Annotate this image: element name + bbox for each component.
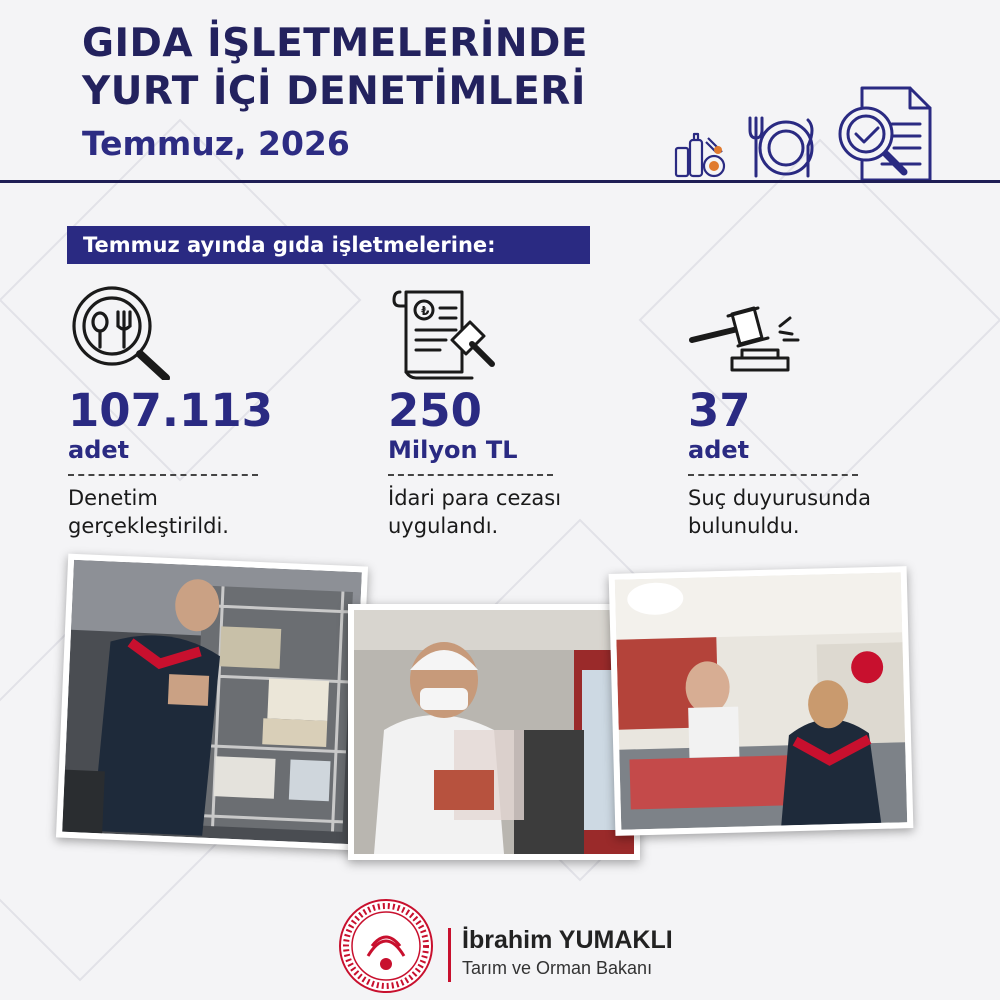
photo-sample-collection: [348, 604, 640, 860]
minister-name: [462, 926, 673, 955]
stat-unit: adet: [688, 436, 750, 464]
stat-inspections: [68, 386, 273, 540]
minister-first-name: İbrahim: [462, 926, 553, 954]
stat-number: 37: [688, 384, 751, 437]
footer-divider: [448, 928, 451, 982]
stat-unit: Milyon TL: [388, 436, 518, 464]
page-title: [82, 20, 588, 116]
stat-divider: [68, 474, 258, 476]
document-check-icon: [822, 84, 938, 184]
plate-cutlery-icon: [742, 110, 818, 182]
stat-fines: [388, 386, 561, 540]
stat-divider: [688, 474, 858, 476]
date-label: Temmuz, 2026: [82, 124, 350, 163]
stat-description: [688, 484, 871, 540]
stat-description-line: Suç duyurusunda: [688, 486, 871, 510]
stat-description-line: Denetim: [68, 486, 158, 510]
photo-butcher-inspection: [609, 566, 914, 836]
intro-banner: Temmuz ayında gıda işletmelerine:: [67, 226, 590, 264]
stat-description-line: bulunuldu.: [688, 514, 800, 538]
stat-description-line: gerçekleştirildi.: [68, 514, 229, 538]
svg-text:₺: ₺: [421, 304, 430, 318]
stat-number: 250: [388, 384, 482, 437]
title-line-1: GIDA İŞLETMELERİNDE: [82, 21, 588, 66]
header-divider: [0, 180, 1000, 183]
stat-criminal-complaints: [688, 386, 871, 540]
gavel-icon: [688, 300, 808, 374]
fine-document-gavel-icon: [384, 282, 504, 382]
title-line-2: YURT İÇİ DENETİMLERİ: [82, 69, 586, 114]
ministry-seal-logo: [338, 898, 434, 994]
minister-last-name: YUMAKLI: [558, 926, 673, 954]
stat-divider: [388, 474, 553, 476]
minister-title: Tarım ve Orman Bakanı: [462, 958, 653, 978]
stat-unit: adet: [68, 436, 130, 464]
stat-description-line: uygulandı.: [388, 514, 499, 538]
stat-description: [388, 484, 561, 540]
stat-description-line: İdari para cezası: [388, 486, 562, 510]
stat-description: [68, 484, 273, 540]
photo-inspector-shelves: [56, 554, 368, 851]
stat-number: 107.113: [68, 384, 273, 437]
groceries-icon: [672, 130, 730, 180]
plate-magnifier-icon: [66, 284, 176, 380]
